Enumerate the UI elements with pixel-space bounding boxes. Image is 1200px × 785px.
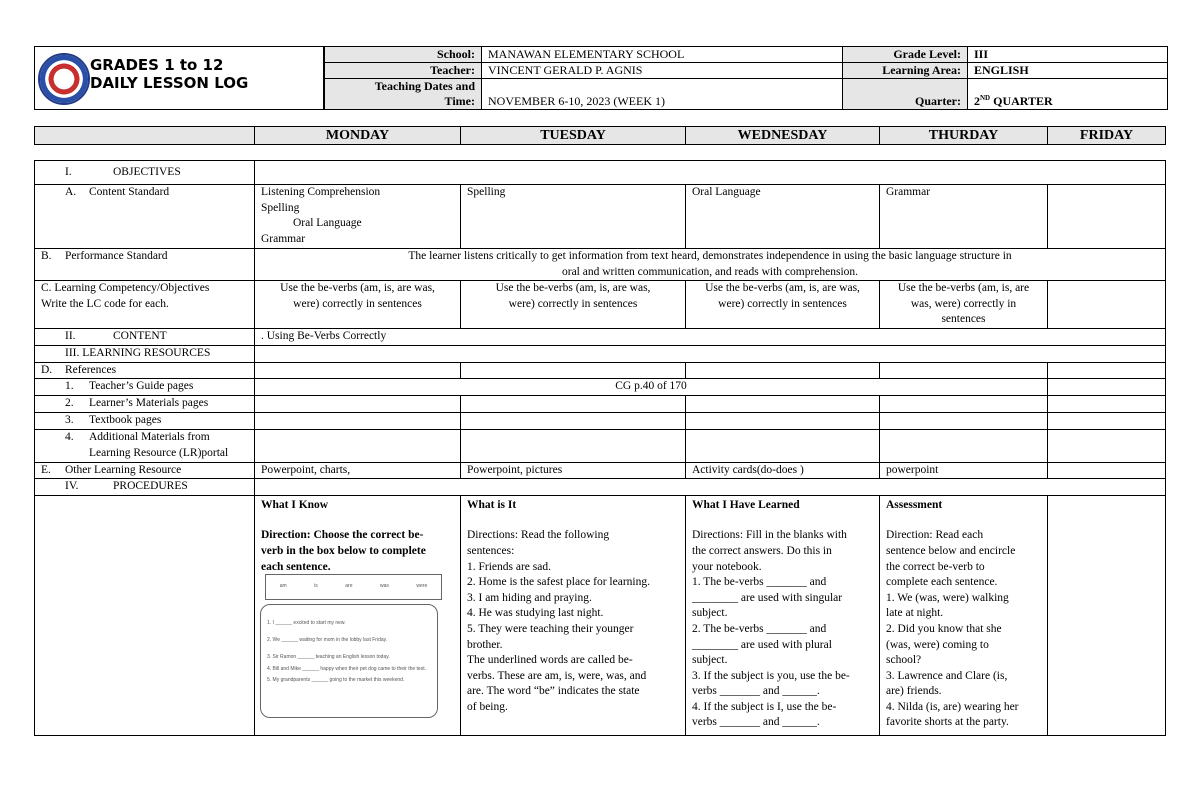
- comp-wed-1: Use the be-verbs (am, is, are was,: [705, 282, 860, 295]
- additional-materials-label: [35, 430, 255, 462]
- dates-label: [325, 79, 482, 110]
- tue-line3: 1. Friends are sad.: [467, 560, 551, 573]
- wed-line7: 2. The be-verbs _______ and: [692, 622, 827, 635]
- procedure-wednesday: [686, 495, 880, 735]
- procedure-detail-label: [35, 495, 255, 735]
- wed-line8: ________ are used with plural: [692, 638, 832, 651]
- word-was: was: [380, 582, 389, 589]
- row-content-standard: [35, 185, 1166, 249]
- competency-thursday: [880, 281, 1048, 329]
- comp-tue-1: Use the be-verbs (am, is, are was,: [495, 282, 651, 295]
- content-standard-monday: [255, 185, 461, 249]
- row-competency: [35, 281, 1166, 329]
- content-standard-friday: [1048, 185, 1166, 249]
- tue-line6: 4. He was studying last night.: [467, 607, 604, 620]
- day-wednesday: WEDNESDAY: [686, 127, 880, 145]
- competency-monday: [255, 281, 461, 329]
- quarter-num: 2: [974, 94, 980, 108]
- tue-spacer: [467, 513, 685, 528]
- content-standard-thursday: Grammar: [880, 185, 1048, 249]
- row-performance-standard: [35, 249, 1166, 281]
- thu-line7: 2. Did you know that she: [886, 622, 1002, 635]
- comp-tue-2: were) correctly in sentences: [508, 297, 638, 310]
- other-friday: [1048, 462, 1166, 479]
- competency-text: Learning Competency/Objectives: [54, 282, 210, 295]
- tue-line5: 3. I am hiding and praying.: [467, 591, 592, 604]
- tue-line2: sentences:: [467, 544, 515, 557]
- references-label: [35, 362, 255, 379]
- objectives-num: I.: [65, 165, 72, 178]
- tue-heading: What is It: [467, 498, 517, 511]
- row-objectives: [35, 161, 1166, 185]
- comp-thu-2: was, were) correctly in: [910, 297, 1017, 310]
- competency-label-line1: [41, 281, 254, 297]
- teacher-name: VINCENT GERALD P. AGNIS: [482, 63, 843, 79]
- thu-line1: Direction: Read each: [886, 529, 984, 542]
- comp-thu-1: Use the be-verbs (am, is, are: [897, 282, 1030, 295]
- other-text: Other Learning Resource: [65, 463, 182, 476]
- objectives-text: OBJECTIVES: [113, 165, 181, 178]
- comp-mon-1: Use the be-verbs (am, is, are was,: [280, 282, 435, 295]
- tue-line12: of being.: [467, 700, 508, 713]
- content-num: II.: [65, 330, 76, 343]
- day-friday: FRIDAY: [1048, 127, 1166, 145]
- learning-resources-value: [255, 346, 1166, 363]
- other-wednesday: Activity cards(do-does ): [686, 462, 880, 479]
- competency-wednesday: [686, 281, 880, 329]
- lm-text: Learner’s Materials pages: [89, 397, 209, 410]
- exercise-4: 4. Bill and Mike ______ happy when their pet dog came to their the test.: [267, 665, 426, 672]
- exercise-3: 3. Sir Ramon ______ teaching an English lesson today.: [267, 653, 390, 660]
- content-value: . Using Be-Verbs Correctly: [255, 329, 1166, 346]
- tue-line8: brother.: [467, 638, 503, 651]
- thu-line10: 3. Lawrence and Clare (is,: [886, 669, 1008, 682]
- performance-standard-text: Performance Standard: [65, 250, 168, 262]
- wed-line4: 1. The be-verbs _______ and: [692, 576, 827, 589]
- comp-mon-2: were) correctly in sentences: [293, 297, 422, 310]
- content-standard-text: Content Standard: [89, 186, 170, 198]
- day-tuesday: TUESDAY: [461, 127, 686, 145]
- wed-line3: your notebook.: [692, 560, 762, 573]
- row-procedures: [35, 479, 1166, 496]
- days-header-table: [34, 126, 1166, 145]
- day-thursday: THURDAY: [880, 127, 1048, 145]
- row-learners-materials: [35, 396, 1166, 413]
- other-monday: Powerpoint, charts,: [255, 462, 461, 479]
- lm-thursday: [880, 396, 1048, 413]
- comp-wed-2: were) correctly in sentences: [718, 297, 847, 310]
- thu-spacer: [886, 513, 1047, 528]
- cs-mon-line3: Oral Language: [293, 217, 362, 230]
- wed-line13: verbs _______ and ______.: [692, 716, 820, 729]
- quarter-label: Quarter:: [843, 79, 968, 110]
- competency-tuesday: [461, 281, 686, 329]
- cs-mon-line2: Spelling: [261, 201, 300, 214]
- mon-spacer: [261, 513, 460, 528]
- row-textbook-pages: [35, 413, 1166, 430]
- tb-num: 3.: [65, 414, 74, 427]
- wed-line12: 4. If the subject is I, use the be-: [692, 700, 837, 713]
- am-thursday: [880, 430, 1048, 462]
- thu-heading: Assessment: [886, 498, 943, 511]
- tb-wednesday: [686, 413, 880, 430]
- content-standard-tuesday: Spelling: [461, 185, 686, 249]
- learning-area-label: Learning Area:: [843, 63, 968, 79]
- references-wednesday: [686, 362, 880, 379]
- references-text: References: [65, 363, 117, 376]
- am-line1: [65, 430, 254, 446]
- lm-friday: [1048, 396, 1166, 413]
- tue-line9: The underlined words are called be-: [467, 654, 633, 667]
- procedure-tuesday: [461, 495, 686, 735]
- quarter-word: QUARTER: [990, 94, 1053, 108]
- tb-thursday: [880, 413, 1048, 430]
- tg-text: Teacher’s Guide pages: [89, 380, 194, 393]
- tb-tuesday: [461, 413, 686, 430]
- thu-line9: school?: [886, 654, 922, 667]
- wed-spacer: [692, 513, 879, 528]
- procedures-label: [35, 479, 255, 496]
- log-title-daily: DAILY LESSON LOG: [90, 74, 249, 92]
- days-corner-cell: [35, 127, 255, 145]
- other-tuesday: Powerpoint, pictures: [461, 462, 686, 479]
- references-friday: [1048, 362, 1166, 379]
- thu-line5: 1. We (was, were) walking: [886, 591, 1009, 604]
- row-learning-resources: [35, 346, 1166, 363]
- thu-line11: are) friends.: [886, 685, 942, 698]
- competency-label: [35, 281, 255, 329]
- competency-label-line2: Write the LC code for each.: [41, 297, 169, 310]
- references-monday: [255, 362, 461, 379]
- performance-standard-num: B.: [41, 250, 52, 262]
- procedure-thursday: [880, 495, 1048, 735]
- mon-line1: Direction: Choose the correct be-: [261, 529, 424, 542]
- tue-line4: 2. Home is the safest place for learning.: [467, 576, 650, 589]
- tue-line11: are. The word “be” indicates the state: [467, 685, 640, 698]
- content-label: [35, 329, 255, 346]
- other-num: E.: [41, 463, 51, 476]
- exercise-5: 5. My grandparents ______ going to the market this weekend.: [267, 676, 405, 683]
- thu-line4: complete each sentence.: [886, 576, 998, 589]
- wed-line2: the correct answers. Do this in: [692, 544, 832, 557]
- lm-tuesday: [461, 396, 686, 413]
- perf-line2: oral and written communication, and reads with comprehension.: [562, 265, 859, 278]
- row-procedure-details: [35, 495, 1166, 735]
- thu-line12: 4. Nilda (is, are) wearing her: [886, 700, 1019, 713]
- mon-line2: verb in the box below to complete: [261, 544, 426, 557]
- cs-mon-line1: Listening Comprehension: [261, 186, 381, 198]
- textbook-pages-label: [35, 413, 255, 430]
- mon-heading: What I Know: [261, 498, 329, 511]
- objectives-value: [255, 161, 1166, 185]
- content-standard-wednesday: Oral Language: [686, 185, 880, 249]
- content-standard-num: A.: [65, 186, 77, 198]
- row-teachers-guide: [35, 379, 1166, 396]
- perf-line1: The learner listens critically to get information from text heard, demonstrates independence in using the basic language structure in: [408, 250, 1012, 262]
- am-monday: [255, 430, 461, 462]
- quarter-value: [968, 79, 1168, 110]
- teachers-guide-label: [35, 379, 255, 396]
- word-am: am: [279, 582, 287, 589]
- content-text: CONTENT: [113, 330, 167, 343]
- tg-num: 1.: [65, 380, 74, 393]
- learning-area-value: ENGLISH: [968, 63, 1168, 79]
- performance-standard-value: [255, 249, 1166, 281]
- tb-friday: [1048, 413, 1166, 430]
- school-label: School:: [325, 47, 482, 63]
- lm-wednesday: [686, 396, 880, 413]
- exercise-box: [260, 604, 438, 718]
- school-name: MANAWAN ELEMENTARY SCHOOL: [482, 47, 843, 63]
- tb-text: Textbook pages: [89, 414, 162, 427]
- wed-line6: subject.: [692, 607, 728, 620]
- wed-heading: What I Have Learned: [692, 498, 800, 511]
- am-num: 4.: [65, 431, 74, 444]
- performance-standard-label: [35, 249, 255, 281]
- lesson-log-table: [34, 160, 1166, 736]
- grade-level-value: III: [968, 47, 1168, 63]
- resources-num: III.: [65, 347, 80, 360]
- wed-line5: ________ are used with singular: [692, 591, 843, 604]
- header-info-table: [324, 46, 1168, 110]
- procedures-value: [255, 479, 1166, 496]
- log-title-grades: GRADES 1 to 12: [90, 56, 224, 74]
- lm-monday: [255, 396, 461, 413]
- content-standard-label: [35, 185, 255, 249]
- wed-line1: Directions: Fill in the blanks with: [692, 529, 847, 542]
- cs-mon-line4: Grammar: [261, 232, 306, 245]
- am-friday: [1048, 430, 1166, 462]
- learning-resources-label: [35, 346, 255, 363]
- am-wednesday: [686, 430, 880, 462]
- wed-line10: 3. If the subject is you, use the be-: [692, 669, 850, 682]
- quarter-sup: ND: [980, 94, 991, 102]
- procedure-friday: [1048, 495, 1166, 735]
- wed-line11: verbs _______ and ______.: [692, 685, 820, 698]
- grade-level-label: Grade Level:: [843, 47, 968, 63]
- logo-box: [34, 46, 324, 110]
- procedures-text: PROCEDURES: [113, 480, 188, 493]
- row-additional-materials: [35, 430, 1166, 462]
- other-thursday: powerpoint: [880, 462, 1048, 479]
- procedures-num: IV.: [65, 480, 79, 493]
- day-monday: MONDAY: [255, 127, 461, 145]
- thu-line13: favorite shorts at the party.: [886, 716, 1009, 729]
- teachers-guide-value: CG p.40 of 170: [255, 379, 1048, 396]
- lm-num: 2.: [65, 397, 74, 410]
- thu-line2: sentence below and encircle: [886, 544, 1016, 557]
- row-content: [35, 329, 1166, 346]
- procedure-monday: [255, 495, 461, 735]
- competency-num: C.: [41, 282, 52, 295]
- resources-text: LEARNING RESOURCES: [82, 347, 211, 360]
- tue-line7: 5. They were teaching their younger: [467, 622, 634, 635]
- tb-monday: [255, 413, 461, 430]
- other-resources-label: [35, 462, 255, 479]
- references-num: D.: [41, 363, 53, 376]
- am-line2: Learning Resource (LR)portal: [89, 446, 229, 459]
- word-box: [265, 574, 442, 600]
- competency-friday: [1048, 281, 1166, 329]
- comp-thu-3: sentences: [941, 313, 986, 326]
- exercise-1: 1. I ______ excited to start my new.: [267, 619, 346, 626]
- references-thursday: [880, 362, 1048, 379]
- thu-line8: (was, were) coming to: [886, 638, 989, 651]
- references-tuesday: [461, 362, 686, 379]
- word-are: are: [345, 582, 353, 589]
- word-were: were: [416, 582, 428, 589]
- row-references: [35, 362, 1166, 379]
- exercise-2: 2. We ______ waiting for mom in the lobby last Friday.: [267, 636, 388, 643]
- teacher-label: Teacher:: [325, 63, 482, 79]
- objectives-label: [35, 161, 255, 185]
- teachers-guide-friday: [1048, 379, 1166, 396]
- am-tuesday: [461, 430, 686, 462]
- dates-label-line1: Teaching Dates and: [374, 79, 475, 93]
- wed-line9: subject.: [692, 654, 728, 667]
- am-text1: Additional Materials from: [89, 431, 210, 444]
- tue-line1: Directions: Read the following: [467, 529, 610, 542]
- thu-line3: the correct be-verb to: [886, 560, 985, 573]
- teaching-dates: NOVEMBER 6-10, 2023 (WEEK 1): [482, 79, 843, 110]
- tue-line10: verbs. These are am, is, were, was, and: [467, 669, 647, 682]
- row-other-resources: [35, 462, 1166, 479]
- mon-line3: each sentence.: [261, 560, 331, 573]
- word-is: is: [314, 582, 318, 589]
- thu-line6: late at night.: [886, 607, 944, 620]
- learners-materials-label: [35, 396, 255, 413]
- dates-label-line2: Time:: [444, 94, 475, 108]
